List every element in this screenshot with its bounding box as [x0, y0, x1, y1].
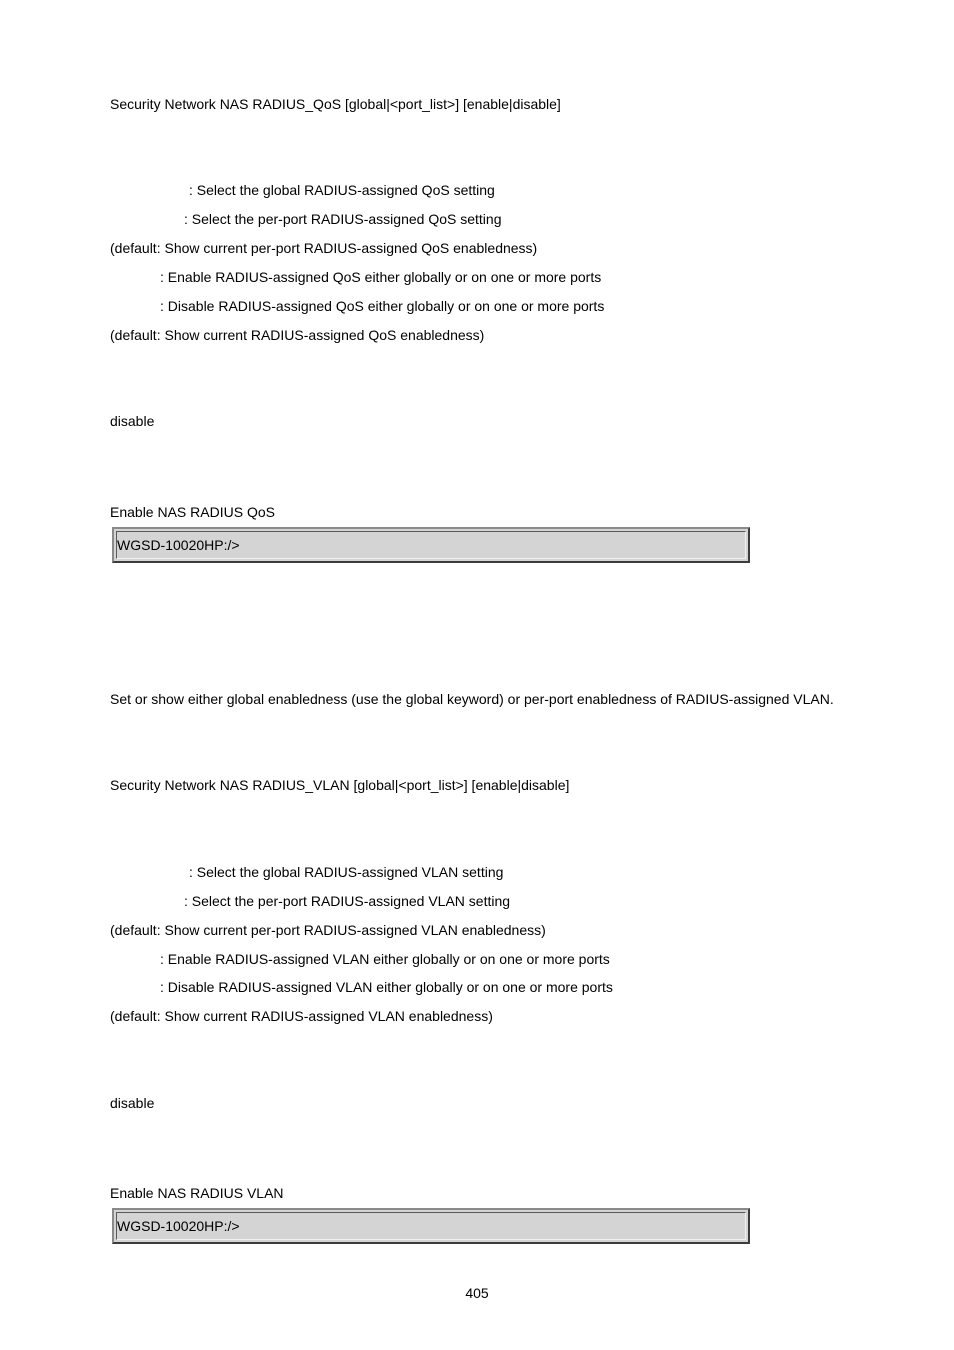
vlan-param-port-list: : Select the per-port RADIUS-assigned VLAN setting — [184, 893, 511, 909]
qos-param-global: : Select the global RADIUS-assigned QoS setting — [189, 182, 495, 198]
vlan-example-title: Enable NAS RADIUS VLAN — [110, 1185, 284, 1201]
qos-syntax: Security Network NAS RADIUS_QoS [global|<port_list>] [enable|disable] — [110, 96, 561, 112]
vlan-param-enable: : Enable RADIUS-assigned VLAN either globally or on one or more ports — [160, 951, 610, 967]
qos-command-prompt: WGSD-10020HP:/> — [117, 537, 240, 553]
vlan-description: Set or show either global enabledness (use the global keyword) or per-port enabledness of RADIUS-assigned VLAN. — [110, 691, 834, 707]
qos-param-port-list: : Select the per-port RADIUS-assigned QoS setting — [184, 211, 502, 227]
qos-default-enable: (default: Show current RADIUS-assigned QoS enabledness) — [110, 327, 485, 343]
vlan-command-box — [112, 1208, 750, 1244]
qos-command-box — [112, 527, 750, 563]
vlan-command-prompt: WGSD-10020HP:/> — [117, 1218, 240, 1234]
vlan-default-value: disable — [110, 1095, 155, 1111]
vlan-syntax: Security Network NAS RADIUS_VLAN [global|<port_list>] [enable|disable] — [110, 777, 570, 793]
vlan-default-enable: (default: Show current RADIUS-assigned VLAN enabledness) — [110, 1008, 493, 1024]
qos-param-enable: : Enable RADIUS-assigned QoS either globally or on one or more ports — [160, 269, 602, 285]
qos-example-title: Enable NAS RADIUS QoS — [110, 504, 275, 520]
qos-param-disable: : Disable RADIUS-assigned QoS either globally or on one or more ports — [160, 298, 605, 314]
vlan-param-global: : Select the global RADIUS-assigned VLAN setting — [189, 864, 504, 880]
vlan-default-port: (default: Show current per-port RADIUS-assigned VLAN enabledness) — [110, 922, 546, 938]
qos-default-port: (default: Show current per-port RADIUS-assigned QoS enabledness) — [110, 240, 538, 256]
vlan-param-disable: : Disable RADIUS-assigned VLAN either globally or on one or more ports — [160, 979, 613, 995]
qos-default-value: disable — [110, 413, 155, 429]
page-number: 405 — [465, 1285, 489, 1301]
